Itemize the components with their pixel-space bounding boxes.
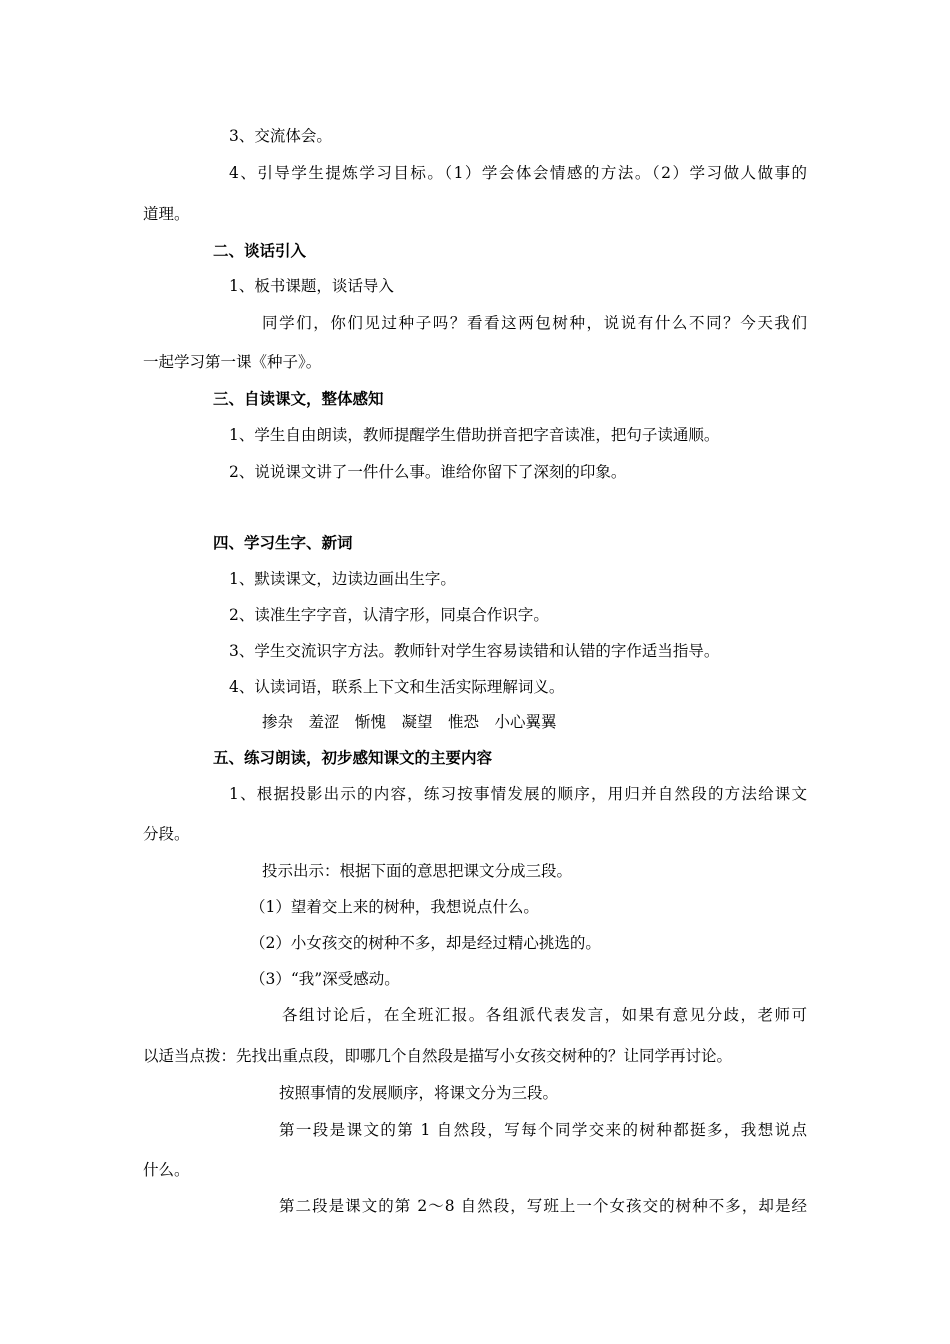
text-line: 什么。 bbox=[143, 1161, 190, 1179]
list-item: （3）“我”深受感动。 bbox=[250, 970, 400, 988]
text-line: 4、引导学生提炼学习目标。（1）学会体会情感的方法。（2）学习做人做事的 bbox=[229, 164, 807, 182]
text-line: 一起学习第一课《种子》。 bbox=[143, 353, 322, 371]
text-line: 3、学生交流识字方法。教师针对学生容易读错和认错的字作适当指导。 bbox=[229, 642, 720, 660]
section-heading: 五、练习朗读，初步感知课文的主要内容 bbox=[213, 748, 493, 767]
text-line: 2、读准生字字音，认清字形，同桌合作识字。 bbox=[229, 606, 549, 624]
section-heading: 二、谈话引入 bbox=[213, 241, 307, 260]
text-line: 道理。 bbox=[143, 205, 190, 223]
vocabulary-list: 掺杂 羞涩 惭愧 凝望 惟恐 小心翼翼 bbox=[262, 713, 557, 731]
text-line: 1、学生自由朗读，教师提醒学生借助拼音把字音读准，把句子读通顺。 bbox=[229, 426, 720, 444]
text-line: 投示出示：根据下面的意思把课文分成三段。 bbox=[262, 862, 573, 880]
text-line: 以适当点拨：先找出重点段，即哪几个自然段是描写小女孩交树种的？让同学再讨论。 bbox=[143, 1047, 733, 1065]
text-line: 2、说说课文讲了一件什么事。谁给你留下了深刻的印象。 bbox=[229, 463, 627, 481]
text-line: 第一段是课文的第 1 自然段，写每个同学交来的树种都挺多，我想说点 bbox=[279, 1121, 807, 1139]
section-heading: 三、自读课文，整体感知 bbox=[213, 389, 384, 408]
text-line: 4、认读词语，联系上下文和生活实际理解词义。 bbox=[229, 678, 565, 696]
list-item: （1）望着交上来的树种，我想说点什么。 bbox=[250, 898, 539, 916]
text-line: 1、根据投影出示的内容，练习按事情发展的顺序，用归并自然段的方法给课文 bbox=[229, 785, 807, 803]
text-line: 1、板书课题，谈话导入 bbox=[229, 277, 394, 295]
section-heading: 四、学习生字、新词 bbox=[213, 533, 353, 552]
text-line: 同学们，你们见过种子吗？看看这两包树种，说说有什么不同？今天我们 bbox=[262, 314, 807, 332]
text-line: 分段。 bbox=[143, 825, 190, 843]
list-item: （2）小女孩交的树种不多，却是经过精心挑选的。 bbox=[250, 934, 601, 952]
text-line: 按照事情的发展顺序，将课文分为三段。 bbox=[279, 1084, 559, 1102]
text-line: 1、默读课文，边读边画出生字。 bbox=[229, 570, 456, 588]
text-line: 第二段是课文的第 2～8 自然段，写班上一个女孩交的树种不多，却是经 bbox=[279, 1197, 807, 1215]
text-line: 3、交流体会。 bbox=[229, 127, 332, 145]
text-line: 各组讨论后，在全班汇报。各组派代表发言，如果有意见分歧，老师可 bbox=[282, 1006, 807, 1024]
